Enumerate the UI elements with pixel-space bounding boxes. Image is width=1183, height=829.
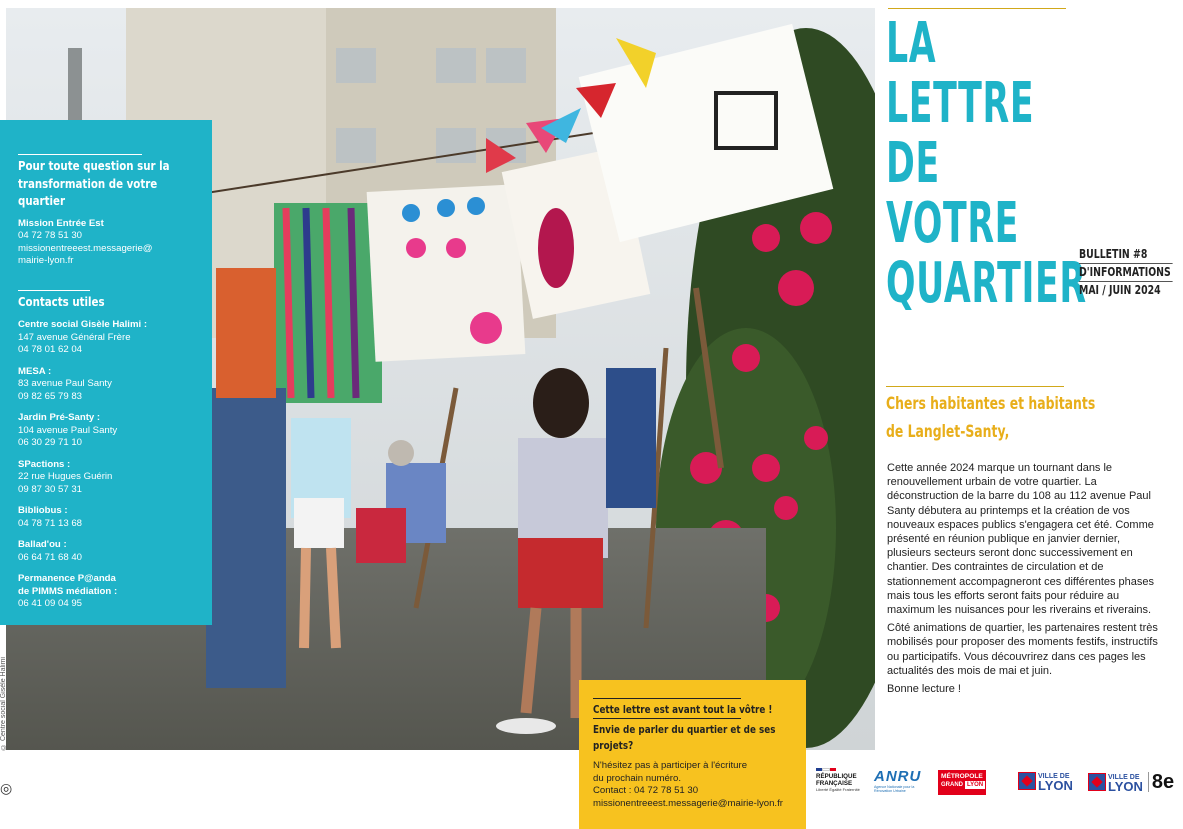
- ville-de-label: VILLE DE: [1038, 773, 1070, 780]
- mission-email-line2[interactable]: mairie-lyon.fr: [18, 255, 74, 266]
- contact-name: Ballad'ou :: [18, 539, 67, 550]
- contact-phone[interactable]: 06 64 71 68 40: [18, 551, 83, 563]
- metro-grand: GRAND: [941, 782, 963, 788]
- contact-phone[interactable]: 04 78 71 13 68: [18, 517, 83, 529]
- contact-entry: [18, 459, 200, 497]
- contact-phone[interactable]: 09 82 65 79 83: [18, 390, 83, 402]
- rf-line1: RÉPUBLIQUE: [816, 773, 857, 780]
- editorial-paragraph-2: Côté animations de quartier, les partenaires restent très mobilisés pour proposer des moments festifs, instructifs ou participatifs. Vous découvrirez dans ces pages les actualités des mois de mai et juin.: [887, 622, 1158, 677]
- participation-box: [579, 680, 806, 829]
- participation-email[interactable]: missionentreeest.messagerie@mairie-lyon.fr: [593, 798, 783, 810]
- lyon-crest-icon: [1088, 773, 1106, 791]
- contact-box: [0, 120, 212, 625]
- partner-logos: [816, 768, 1176, 808]
- participation-body: [593, 760, 796, 811]
- contact-box-heading: [18, 157, 198, 210]
- metropole-lyon-logo: [938, 770, 986, 795]
- heading-rule: [18, 154, 142, 155]
- contact-entry: [18, 366, 200, 404]
- contact-name: Jardin Pré-Santy :: [18, 412, 101, 423]
- mission-phone[interactable]: 04 72 78 51 30: [18, 230, 83, 241]
- greeting: [886, 390, 1105, 446]
- contact-address: 147 avenue Général Frère: [18, 331, 131, 343]
- mission-name: Mission Entrée Est: [18, 217, 104, 229]
- contact-entry: [18, 319, 200, 357]
- bulletin-type: D'INFORMATIONS: [1079, 265, 1171, 279]
- editorial-paragraph-1: Cette année 2024 marque un tournant dans le renouvellement urbain de votre quartier. La déconstruction de la barre du 108 au 112 avenue Paul Santy débutera au printemps et la création de vos nouveaux espaces publics s'engagera cet été. Comme présenté en réunion publique en janvier dernier, plusieurs secteurs seront donc successivement en chantier. Des contraintes de circulation et de stationnement accompagneront ces différentes phases mais tous les efforts seront faits pour réduire au maximum les nuisances pour les riverains et riverains.: [887, 462, 1155, 617]
- mission-email-line1[interactable]: missionentreeest.messagerie@: [18, 242, 153, 254]
- republique-francaise-logo: [816, 768, 864, 793]
- title-line-5: QUARTIER: [886, 251, 1087, 316]
- photo-credit: © Centre social Gisèle Halimi: [0, 657, 7, 750]
- title-rule: [888, 8, 1066, 9]
- french-flag-icon: [816, 768, 836, 771]
- anru-subtitle: Agence Nationale pour la Rénovation Urbaine: [874, 785, 915, 793]
- contact-name: Permanence P@anda: [18, 573, 116, 584]
- arrondissement-label: 8e: [1148, 772, 1174, 792]
- contact-name: Centre social Gisèle Halimi :: [18, 319, 148, 330]
- yellow-rule-middle: [593, 718, 741, 719]
- contact-phone[interactable]: 06 41 09 04 95: [18, 598, 83, 609]
- contact-name: MESA :: [18, 365, 52, 377]
- lyon-label: LYON: [1038, 778, 1073, 793]
- anru-text: ANRU: [874, 768, 922, 785]
- corner-mark-icon: ◎: [0, 780, 13, 796]
- contact-heading-line1: Pour toute question sur la: [18, 158, 170, 173]
- contact-address: 83 avenue Paul Santy: [18, 378, 112, 389]
- contact-name: Bibliobus :: [18, 505, 68, 516]
- contact-entry: [18, 412, 200, 450]
- participation-contact[interactable]: Contact : 04 72 78 51 30: [593, 785, 699, 797]
- participation-heading-1: Cette lettre est avant tout la vôtre !: [593, 703, 773, 716]
- contacts-rule: [18, 290, 90, 291]
- bulletin-number: BULLETIN #8: [1079, 247, 1148, 261]
- contact-entry: [18, 505, 200, 530]
- ville-de-label: VILLE DE: [1108, 774, 1140, 781]
- ville-de-lyon-logo: [1018, 772, 1073, 793]
- contact-entry: [18, 573, 200, 611]
- contact-entry: [18, 539, 200, 564]
- title-line-1: LA: [886, 11, 937, 76]
- yellow-rule-top: [593, 698, 741, 699]
- greeting-rule: [886, 386, 1064, 387]
- contact-heading-line2: transformation de votre quartier: [18, 175, 158, 208]
- rf-motto: Liberté Égalité Fraternité: [816, 787, 860, 792]
- rf-line2: FRANÇAISE: [816, 780, 853, 787]
- anru-logo: [874, 768, 930, 793]
- lyon-label: LYON: [1108, 779, 1143, 794]
- contact-name: SPactions :: [18, 458, 71, 470]
- editorial-closing: Bonne lecture !: [887, 683, 961, 696]
- greeting-line1: Chers habitantes et habitants: [886, 394, 1096, 414]
- participation-body-line2: du prochain numéro.: [593, 772, 681, 784]
- editorial-text: [887, 461, 1159, 700]
- contact-phone[interactable]: 06 30 29 71 10: [18, 437, 83, 448]
- contacts-heading: Contacts utiles: [18, 293, 105, 309]
- bulletin-info: [1079, 246, 1173, 299]
- metro-lyon: LYON: [967, 782, 984, 788]
- title-line-4: VOTRE: [886, 191, 1020, 256]
- mission-block: [18, 218, 200, 268]
- participation-body-line1: N'hésitez pas à participer à l'écriture: [593, 759, 748, 771]
- contact-address: 104 avenue Paul Santy: [18, 424, 118, 436]
- contact-name-continued: de PIMMS médiation :: [18, 585, 118, 597]
- metro-line1: MÉTROPOLE: [941, 773, 983, 780]
- participation-heading-2: Envie de parler du quartier et de ses projets?: [593, 722, 776, 752]
- lyon-8e-logo: [1088, 772, 1174, 792]
- title-line-2: LETTRE: [886, 71, 1035, 136]
- lyon-crest-icon: [1018, 772, 1036, 790]
- contact-address: 22 rue Hugues Guérin: [18, 471, 113, 482]
- bulletin-date: MAI / JUIN 2024: [1079, 281, 1173, 299]
- contact-phone[interactable]: 09 87 30 57 31: [18, 483, 83, 495]
- greeting-line2: de Langlet-Santy,: [886, 422, 1010, 442]
- title-line-3: DE: [886, 131, 940, 196]
- contact-phone[interactable]: 04 78 01 62 04: [18, 344, 83, 355]
